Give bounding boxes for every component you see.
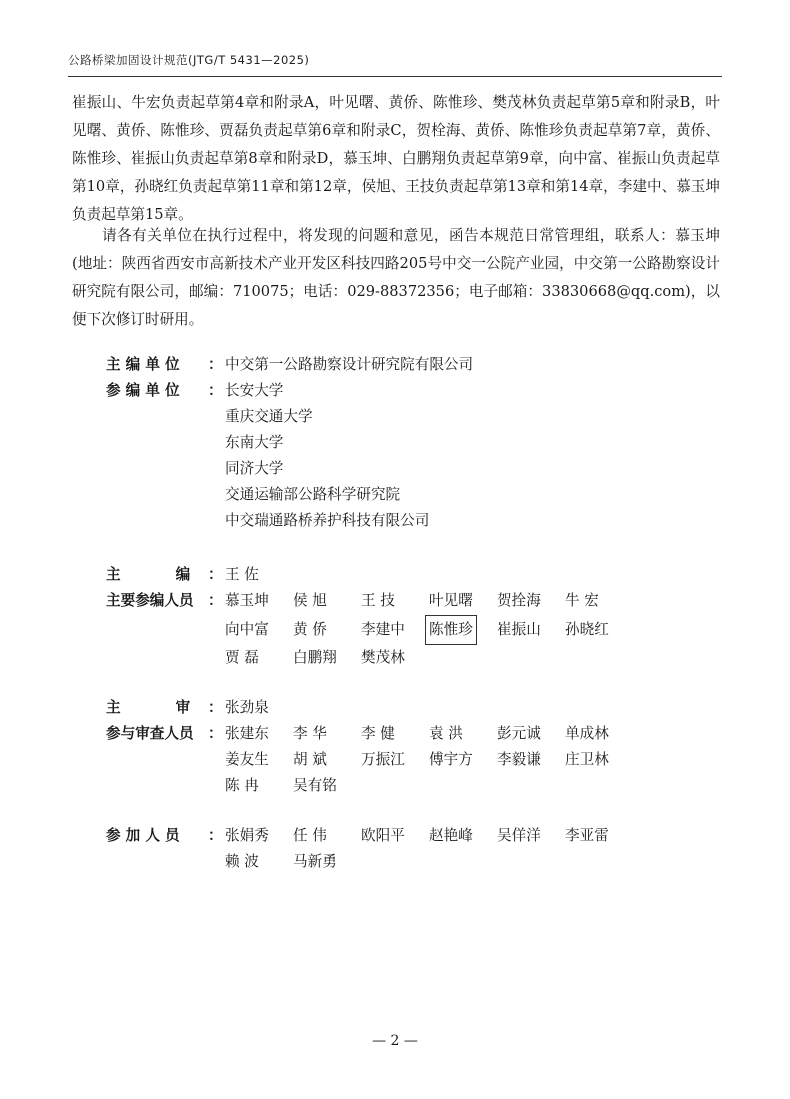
person-name: 张娟秀 <box>225 827 269 844</box>
review-participants-label: 参与审查人员 <box>106 725 194 742</box>
person-name: 吴佯洋 <box>497 827 541 844</box>
review-participants-row <box>0 747 790 773</box>
person-name: 赖 波 <box>225 853 259 870</box>
person-name: 黄 侨 <box>293 621 327 638</box>
person-name: 单成林 <box>565 725 609 742</box>
person-name: 彭元诚 <box>497 725 541 742</box>
person-name: 赵艳峰 <box>429 827 473 844</box>
participating-unit-row <box>0 482 790 508</box>
paragraph-contact-info: 请各有关单位在执行过程中，将发现的问题和意见，函告本规范日常管理组，联系人：慕玉坤(地址：陕西省西安市高新技术产业开发区科技四路205号中交一公院产业园，中交第一公路勘察设计研究院有限公司，邮编：710075；电话：029-88372356；电子邮箱：33830668@qq.com)，以便下次修订时研用。 <box>72 227 720 328</box>
person-name: 王 技 <box>361 592 395 609</box>
page-number: — 2 — <box>372 1033 418 1049</box>
person-name: 慕玉坤 <box>225 592 269 609</box>
chief-editor-label <box>106 562 202 588</box>
other-participants-row <box>0 823 790 849</box>
review-participants-row <box>0 773 790 799</box>
participating-unit-row <box>0 404 790 430</box>
running-header: 公路桥梁加固设计规范(JTG/T 5431—2025) <box>68 53 310 67</box>
person-name: 牛 宏 <box>565 592 599 609</box>
person-name: 李 健 <box>361 725 395 742</box>
participating-unit: 东南大学 <box>225 434 284 451</box>
label-colon: ： <box>208 827 223 844</box>
label-colon: ： <box>208 699 223 716</box>
participating-unit-row <box>0 430 790 456</box>
participating-unit: 长安大学 <box>225 382 284 399</box>
main-participants-row <box>0 645 790 671</box>
main-participants-row <box>0 588 790 614</box>
label-colon: ： <box>208 592 223 609</box>
person-name: 袁 洪 <box>429 725 463 742</box>
label-colon: ： <box>208 725 223 742</box>
chief-unit-value: 中交第一公路勘察设计研究院有限公司 <box>225 356 474 373</box>
person-name: 陈 冉 <box>225 777 259 794</box>
chief-reviewer-label <box>106 695 202 721</box>
chief-reviewer-value: 张劲泉 <box>225 699 269 716</box>
person-name: 胡 斌 <box>293 751 327 768</box>
chief-unit-label: 主 编 单 位 <box>106 356 180 373</box>
person-name: 庄卫林 <box>565 751 609 768</box>
person-name: 傅宇方 <box>429 751 473 768</box>
main-participants-label: 主要参编人员 <box>106 592 194 609</box>
person-name: 欧阳平 <box>361 827 405 844</box>
label-colon: ： <box>208 356 223 373</box>
chief-reviewer-label-text: 主 审 <box>106 699 191 716</box>
participating-unit: 中交瑞通路桥养护科技有限公司 <box>225 512 430 529</box>
participating-unit: 同济大学 <box>225 460 284 477</box>
participating-units-label: 参 编 单 位 <box>106 382 180 399</box>
chief-editor-label-text: 主 编 <box>106 566 191 583</box>
participating-unit-row <box>0 378 790 404</box>
person-name: 贺拴海 <box>497 592 541 609</box>
person-name: 姜友生 <box>225 751 269 768</box>
person-name: 马新勇 <box>293 853 337 870</box>
person-name: 任 伟 <box>293 827 327 844</box>
chief-editor-value: 王 佐 <box>225 566 259 583</box>
other-participants-row <box>0 849 790 875</box>
person-name-highlighted: 陈惟珍 <box>427 617 475 643</box>
chief-unit-row <box>0 352 790 378</box>
person-name: 崔振山 <box>497 621 541 638</box>
participating-unit: 重庆交通大学 <box>225 408 313 425</box>
person-name: 李亚雷 <box>565 827 609 844</box>
participating-unit-row <box>0 456 790 482</box>
header-rule <box>68 76 722 77</box>
person-name: 李毅谦 <box>497 751 541 768</box>
person-name: 张建东 <box>225 725 269 742</box>
person-name: 向中富 <box>225 621 269 638</box>
participating-unit: 交通运输部公路科学研究院 <box>225 486 401 503</box>
paragraph-drafting-assignments: 崔振山、牛宏负责起草第4章和附录A，叶见曙、黄侨、陈惟珍、樊茂林负责起草第5章和附录B，叶见曙、黄侨、陈惟珍、贾磊负责起草第6章和附录C，贺栓海、黄侨、陈惟珍负责起草第7章，黄侨、陈惟珍、崔振山负责起草第8章和附录D，慕玉坤、白鹏翔负责起草第9章，向中富、崔振山负责起草第10章，孙晓红负责起草第11章和第12章，侯旭、王技负责起草第13章和第14章，李建中、慕玉坤负责起草第15章。 <box>72 94 720 223</box>
label-colon: ： <box>208 382 223 399</box>
person-name: 叶见曙 <box>429 592 473 609</box>
label-colon: ： <box>208 566 223 583</box>
chief-editor-row <box>0 562 790 588</box>
person-name: 樊茂林 <box>361 649 405 666</box>
other-participants-label: 参 加 人 员 <box>106 827 180 844</box>
main-participants-row <box>0 617 790 643</box>
person-name: 万振江 <box>361 751 405 768</box>
person-name: 孙晓红 <box>565 621 609 638</box>
review-participants-row <box>0 721 790 747</box>
person-name: 李 华 <box>293 725 327 742</box>
chief-reviewer-row <box>0 695 790 721</box>
participating-unit-row <box>0 508 790 534</box>
person-name: 贾 磊 <box>225 649 259 666</box>
person-name: 白鹏翔 <box>293 649 337 666</box>
person-name: 李建中 <box>361 621 405 638</box>
person-name: 吴有铭 <box>293 777 337 794</box>
person-name: 侯 旭 <box>293 592 327 609</box>
